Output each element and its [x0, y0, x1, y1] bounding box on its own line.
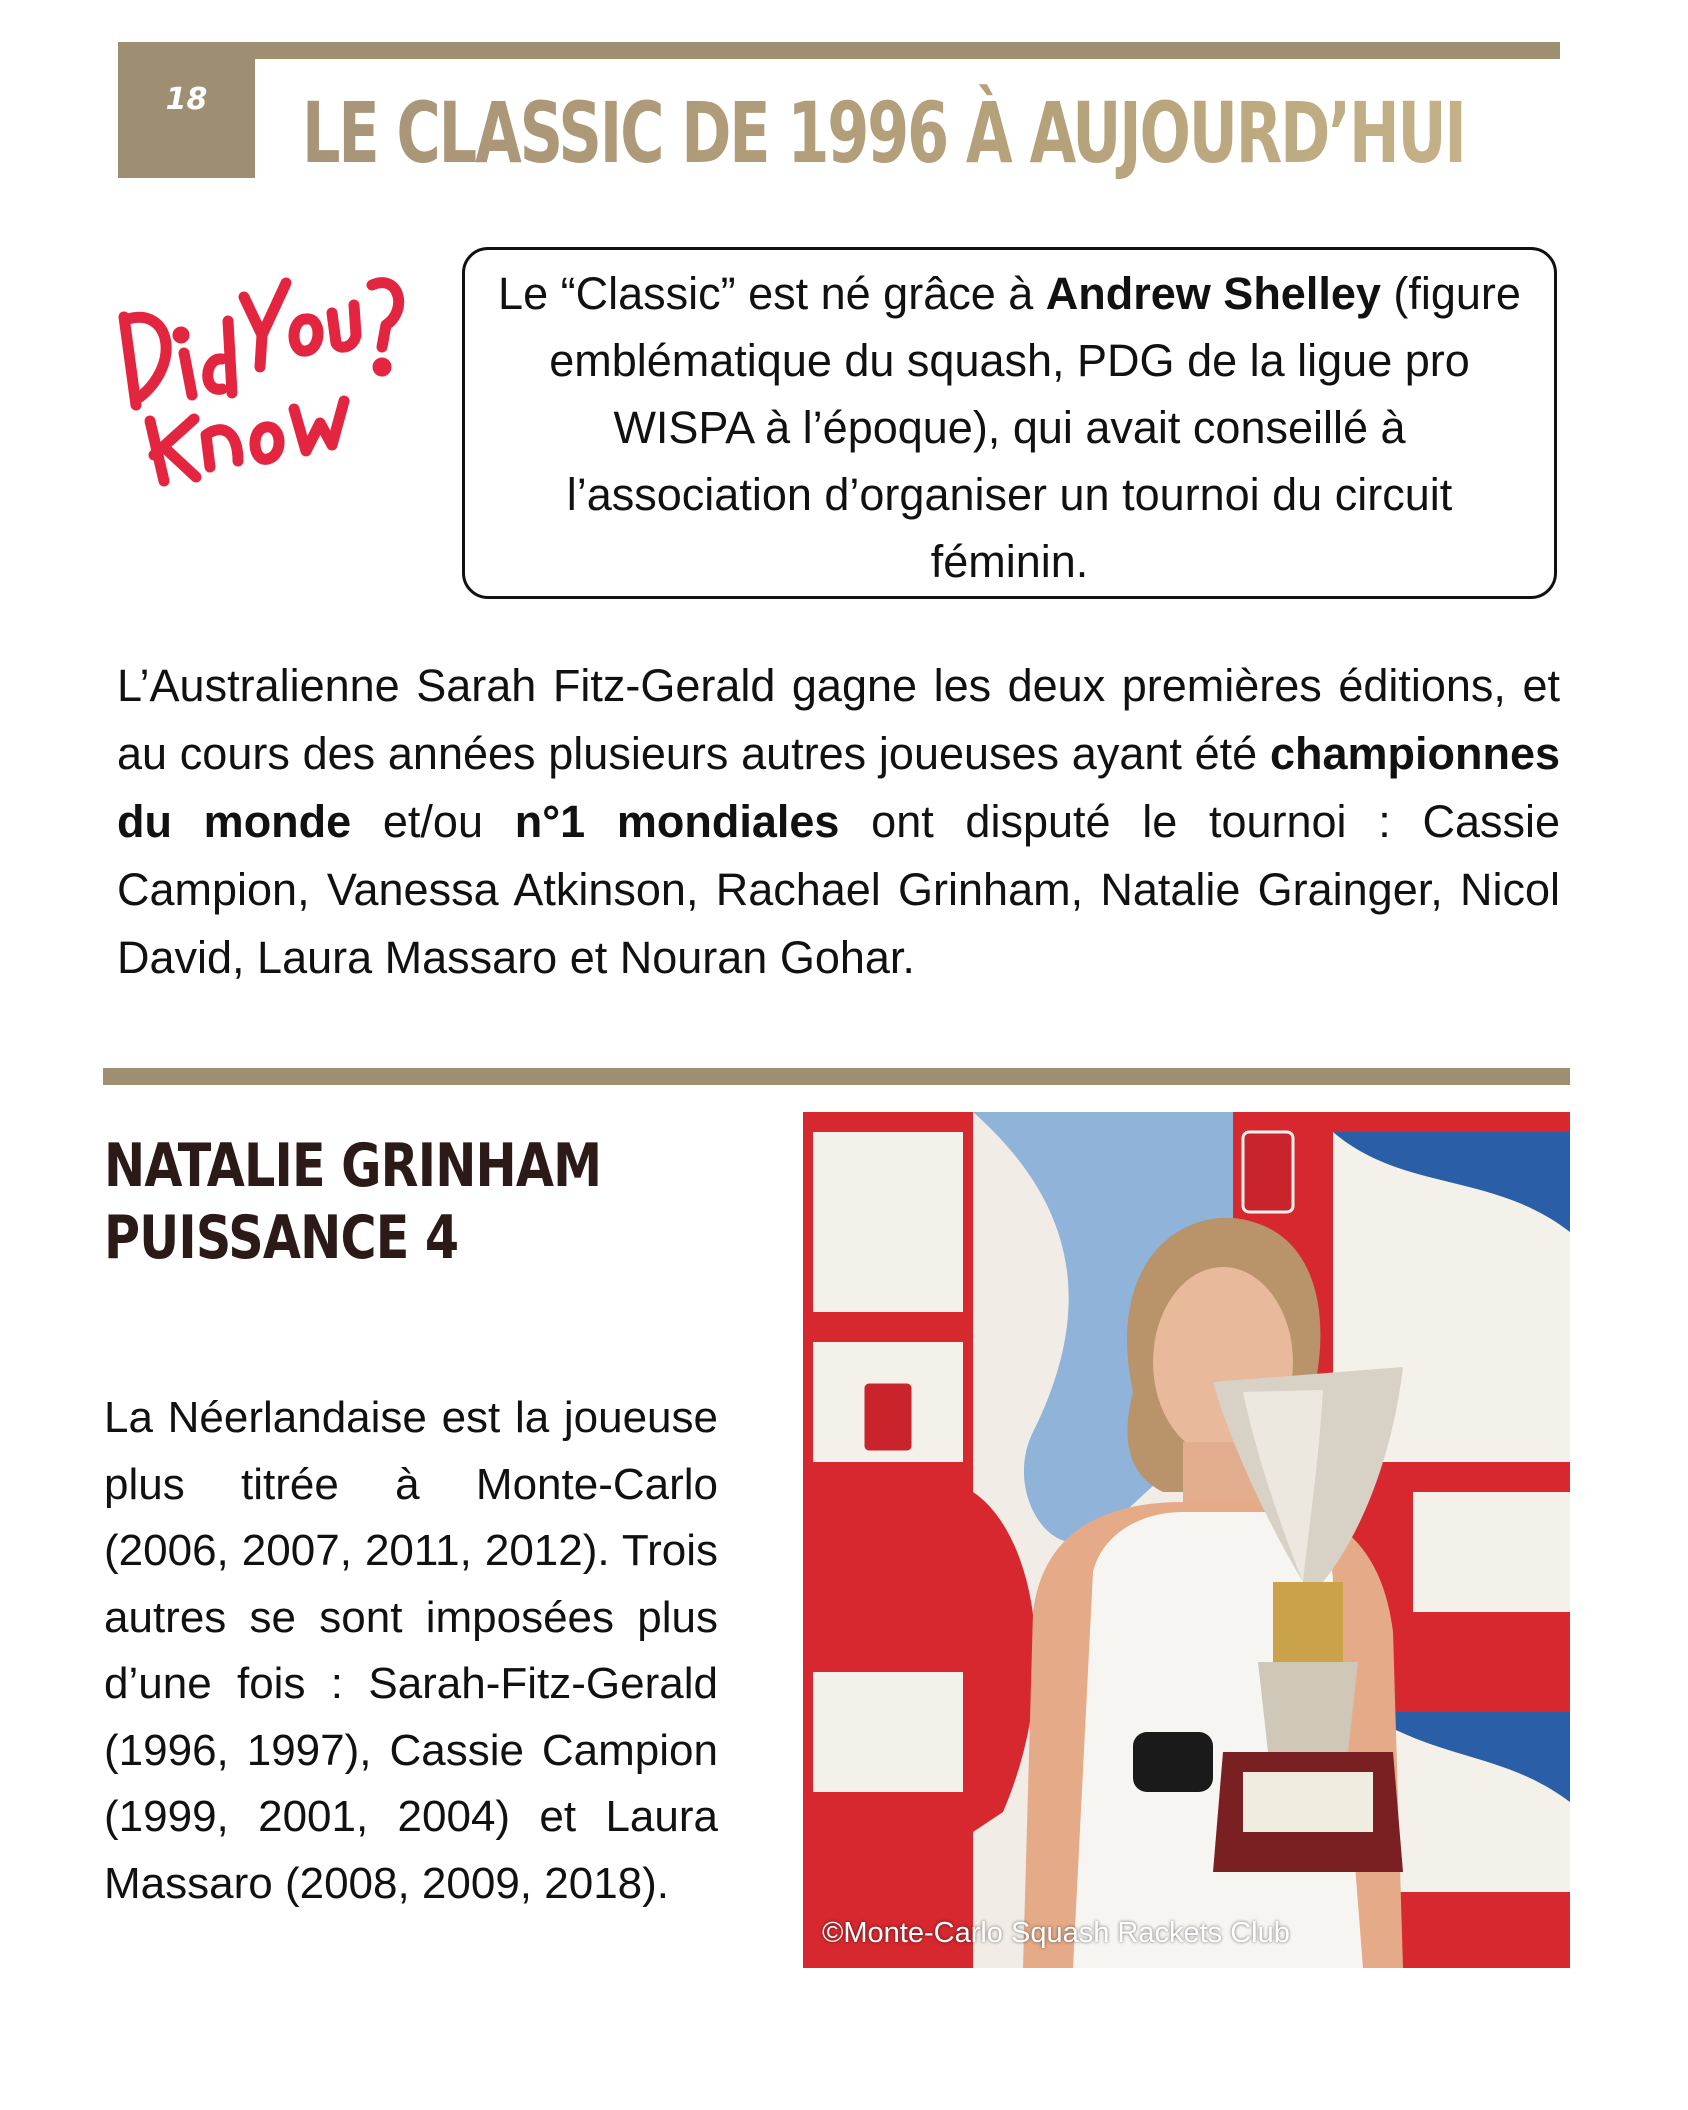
callout-name-bold: Andrew Shelley [1045, 268, 1381, 319]
intro-text-2: et/ou [351, 796, 515, 847]
did-you-know-callout [462, 247, 1557, 599]
intro-paragraph [117, 652, 1560, 992]
intro-text-3: ont disputé le tournoi : Cassie Campion, Vanessa Atkinson, Rachael Grinham, Natalie Grainger, Nicol David, Laura Massaro et Nouran Gohar. [117, 796, 1561, 983]
photo-credit: ©Monte-Carlo Squash Rackets Club [822, 1917, 1290, 1949]
section-title-line-2: PUISSANCE 4 [104, 1203, 459, 1273]
section-title [104, 1130, 776, 1274]
page-number: 18 [165, 82, 208, 117]
callout-text-start: Le “Classic” est né grâce à [498, 268, 1046, 319]
intro-bold-2: n°1 mondiales [514, 796, 840, 847]
section-body: La Néerlandaise est la joueuse plus titrée à Monte-Carlo (2006, 2007, 2011, 2012). Trois autres se sont imposées plus d’une fois : Sarah-Fitz-Gerald (1996, 1997), Cassie Campion (1999, 2001, 2004) et Laura Massaro (2008, 2009, 2018). [104, 1393, 718, 1908]
section-title-line-1: NATALIE GRINHAM [104, 1131, 602, 1201]
callout-text-end: (figure emblématique du squash, PDG de la ligue pro WISPA à l’époque), qui avait conseillé à l’association d’organiser un tournoi du circuit féminin. [549, 268, 1521, 587]
trophy-photo [803, 1112, 1570, 1968]
header-top-rule [255, 42, 1560, 59]
intro-text-1: L’Australienne Sarah Fitz-Gerald gagne les deux premières éditions, et au cours des années plusieurs autres joueuses ayant été [117, 660, 1560, 779]
did-you-know-logo [110, 255, 410, 490]
intro-bold-1: championnes du monde [117, 728, 1560, 847]
page-title: LE CLASSIC DE 1996 À AUJOURD’HUI [302, 78, 1562, 188]
section-divider [103, 1068, 1570, 1085]
